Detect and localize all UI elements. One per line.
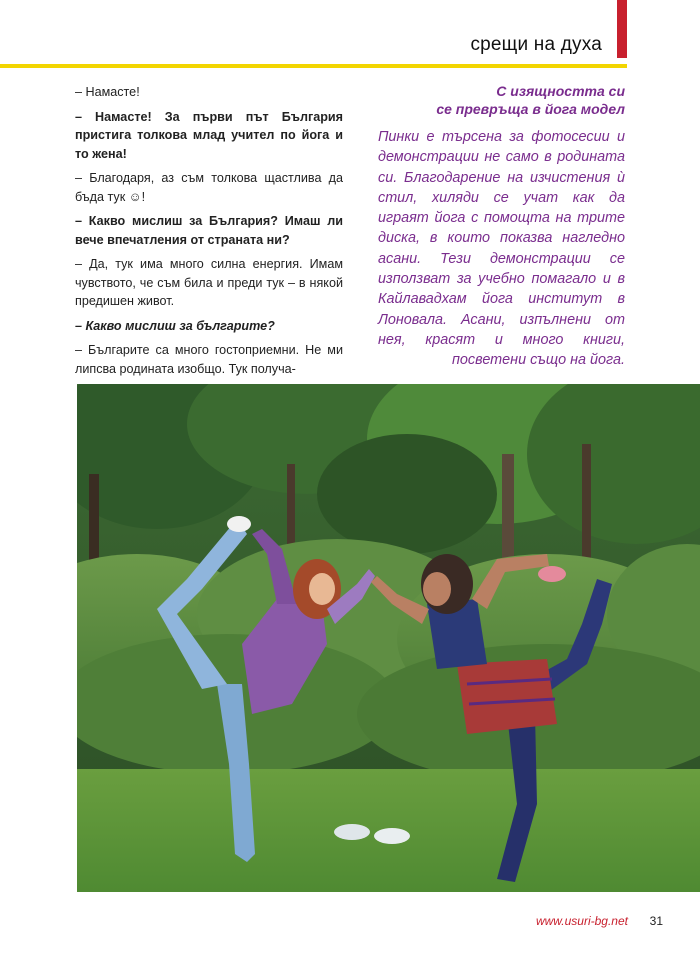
sidebar-heading-line: се превръща в йога модел [436,101,625,117]
section-title [470,34,602,56]
website-url[interactable]: www.usuri-bg.net [535,914,628,928]
interview-question: – Какво мислиш за българите? [75,318,275,333]
sidebar-heading-line: С изящността си [496,83,625,99]
interview-paragraph: – Да, тук има много силна енергия. Имам чувството, че съм била и преди тук – в някой предишен живот. [75,257,343,308]
interview-question: – Намасте! За първи път България пристига толкова млад учител по йога и то жена! [75,109,343,161]
sidebar-heading [378,82,625,118]
interview-question: – Какво мислиш за България? Имаш ли вече впечатления от страната ни? [75,214,343,247]
sidebar-body: Пинки е търсена за фотосесии и демонстрации не само в родината си. Благодарение на изчистения ѝ стил, хиляди се учат как да играят йога с помощта на трите диска, в които показва нагледно асани. Тези демонстрации се използват за учебно помагало и в Кайлавадхам йога институт в Лоновала. Асани, изпълнени от нея, красят и много книги, посветени също на йога. [378,129,625,369]
interview-paragraph: – Намасте! [75,85,140,99]
yoga-photo [77,384,700,892]
interview-column [75,83,343,384]
page-number: 31 [649,914,663,928]
header-red-bar [617,0,627,58]
section-title-text: срещи на духа [470,34,602,55]
interview-paragraph: – Българите са много гостоприемни. Не ми липсва родината изобщо. Тук получа- [75,343,343,376]
header-yellow-rule [0,64,627,68]
interview-paragraph: – Благодаря, аз съм толкова щастлива да бъда тук ☺! [75,171,343,204]
sidebar-column [378,82,625,371]
